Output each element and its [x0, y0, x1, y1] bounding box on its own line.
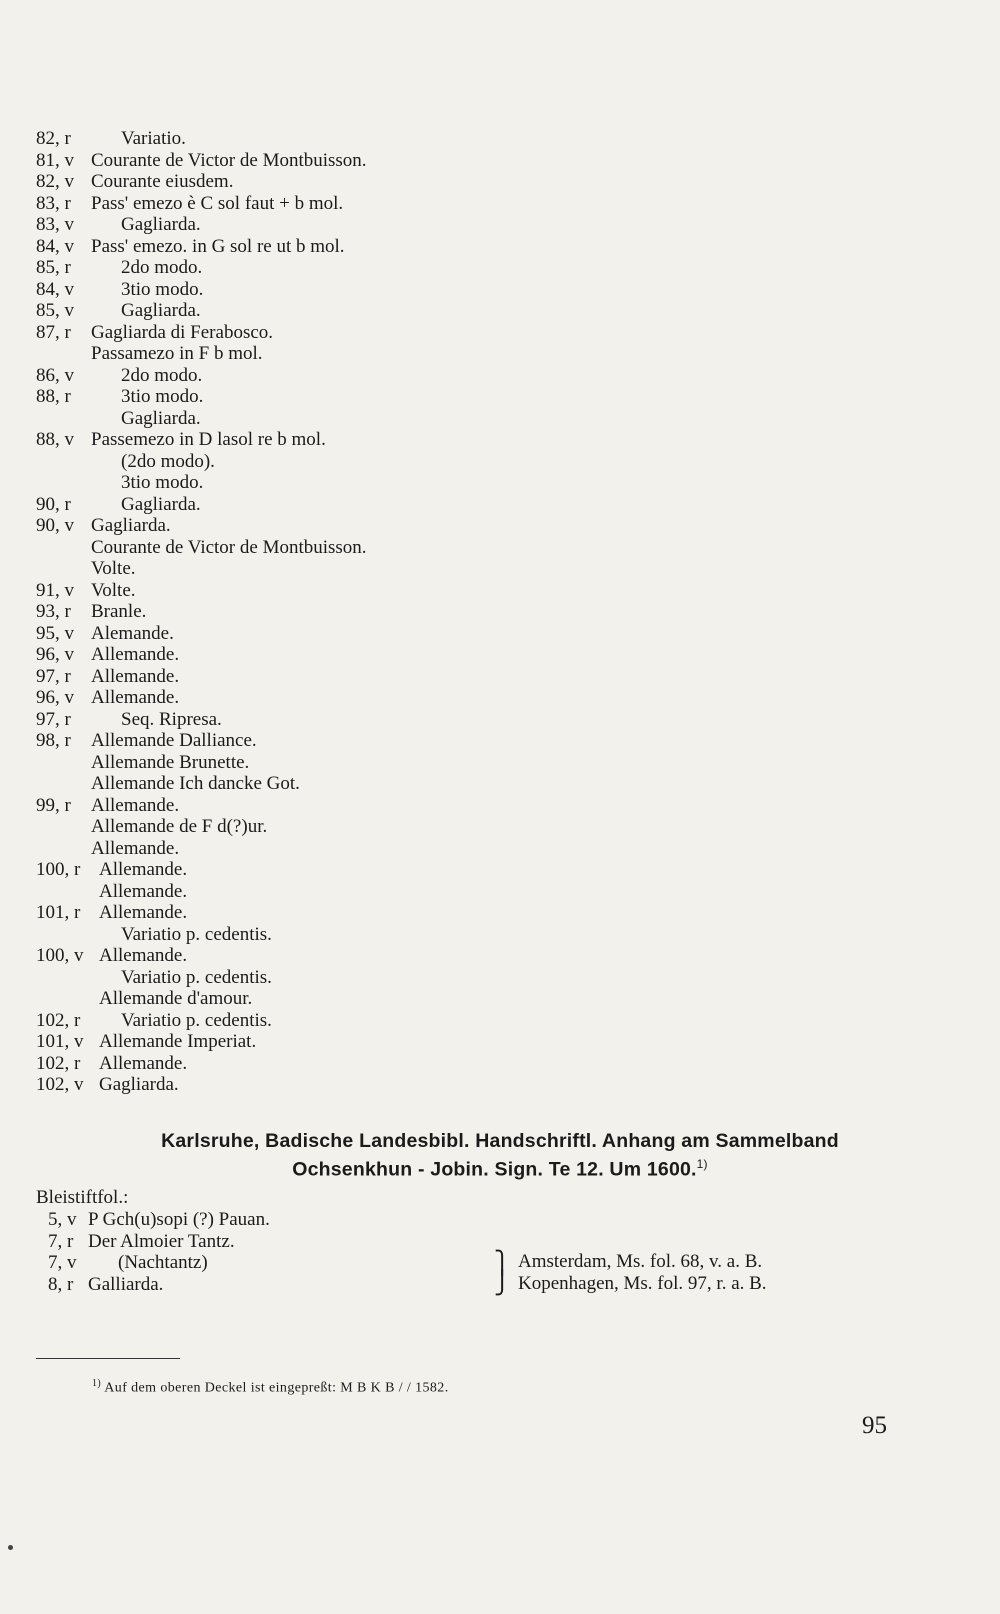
footnote-marker: 1): [92, 1378, 102, 1389]
piece-title: Gagliarda.: [121, 407, 201, 429]
list-item: [36, 988, 636, 1010]
folio-ref: 98, r: [36, 730, 71, 751]
folio-ref: 83, r: [36, 192, 71, 214]
list-item: [36, 859, 636, 881]
list-item: [36, 279, 636, 301]
folio-ref: 97, r: [36, 665, 71, 687]
folio-ref: 100, v: [36, 945, 84, 966]
folio-ref: 85, r: [36, 257, 71, 278]
list-item: [36, 128, 636, 150]
concordance-amsterdam: Amsterdam, Ms. fol. 68, v. a. B.: [518, 1251, 763, 1272]
section-folio-ref: 8, r: [48, 1273, 74, 1295]
section-heading-line-2-text: Ochsenkhun - Jobin. Sign. Te 12. Um 1600.: [292, 1158, 697, 1181]
piece-title: Variatio p. cedentis.: [121, 1009, 272, 1031]
list-item: [36, 687, 636, 709]
piece-title: Gagliarda.: [99, 1074, 179, 1095]
concordance-kopenhagen: Kopenhagen, Ms. fol. 97, r. a. B.: [518, 1273, 767, 1294]
folio-ref: 101, v: [36, 1031, 84, 1052]
list-item: [36, 171, 636, 193]
list-item: [36, 666, 636, 688]
section-piece-title: (Nachtantz): [118, 1252, 208, 1273]
margin-mark: [8, 1545, 13, 1550]
list-item: [36, 601, 636, 623]
piece-title: Allemande.: [99, 859, 188, 880]
piece-title: Allemande.: [91, 665, 180, 687]
folio-ref: 88, v: [36, 429, 74, 450]
list-item: [36, 537, 636, 559]
folio-ref: 101, r: [36, 902, 81, 923]
piece-title: 2do modo.: [121, 257, 203, 278]
section-piece-title: P Gch(u)sopi (?) Pauan.: [88, 1209, 270, 1230]
folio-ref: 102, r: [36, 1052, 81, 1074]
list-item: [36, 945, 636, 967]
footnote-divider: [36, 1358, 180, 1359]
piece-title: Branle.: [91, 601, 147, 622]
piece-title: Variatio p. cedentis.: [121, 923, 272, 945]
folio-ref: 85, v: [36, 300, 74, 321]
section-subheading: Bleistiftfol.:: [36, 1187, 129, 1208]
piece-title: Allemande d'amour.: [99, 988, 253, 1009]
piece-title: Allemande Dalliance.: [91, 730, 257, 751]
section-heading-line-1: Karlsruhe, Badische Landesbibl. Handschriftl. Anhang am Sammelband: [161, 1130, 839, 1152]
list-item: [36, 257, 636, 279]
folio-ref: 87, r: [36, 321, 71, 343]
list-item: [36, 236, 636, 258]
list-item: [36, 343, 636, 365]
piece-title: Allemande Imperiat.: [99, 1031, 257, 1052]
piece-title: Variatio p. cedentis.: [121, 966, 272, 988]
list-item: [36, 408, 636, 430]
folio-ref: 81, v: [36, 149, 74, 171]
folio-ref: 102, v: [36, 1074, 84, 1095]
piece-title: Allemande.: [99, 945, 188, 966]
list-item: [36, 730, 636, 752]
piece-title: Allemande.: [91, 687, 180, 708]
piece-title: Seq. Ripresa.: [121, 708, 222, 730]
section-piece-title: Der Almoier Tantz.: [88, 1230, 235, 1252]
brace-lower: ⎭: [494, 1270, 511, 1295]
folio-ref: 82, r: [36, 128, 71, 149]
list-item: [36, 623, 636, 645]
piece-title: Allemande.: [91, 794, 180, 816]
piece-title: Allemande.: [91, 644, 180, 665]
piece-title: Pass' emezo. in G sol re ut b mol.: [91, 235, 345, 257]
list-item: [36, 1010, 636, 1032]
folio-ref: 93, r: [36, 601, 71, 622]
piece-title: Volte.: [91, 579, 136, 601]
folio-ref: 96, v: [36, 644, 74, 665]
folio-ref: 84, v: [36, 278, 74, 300]
folio-ref: 88, r: [36, 386, 71, 407]
folio-ref: 99, r: [36, 794, 71, 816]
list-item: [36, 1031, 636, 1053]
piece-title: Pass' emezo è C sol faut + b mol.: [91, 192, 344, 214]
piece-title: Allemande Brunette.: [91, 751, 250, 773]
piece-title: Gagliarda di Ferabosco.: [91, 321, 274, 343]
list-item: [36, 451, 636, 473]
folio-ref: 82, v: [36, 171, 74, 192]
piece-title: Allemande.: [99, 880, 188, 902]
list-item: [36, 150, 636, 172]
piece-title: 3tio modo.: [121, 472, 204, 493]
list-item: [36, 429, 636, 451]
piece-title: Volte.: [91, 558, 136, 579]
folio-ref: 100, r: [36, 859, 81, 880]
list-item: [36, 580, 636, 602]
folio-ref: 84, v: [36, 235, 74, 257]
piece-title: Gagliarda.: [121, 300, 201, 321]
list-item: [36, 214, 636, 236]
list-item: [36, 881, 636, 903]
piece-title: Courante de Victor de Montbuisson.: [91, 149, 367, 171]
list-item: [36, 1053, 636, 1075]
piece-title: Passemezo in D lasol re b mol.: [91, 429, 326, 450]
folio-ref: 86, v: [36, 364, 74, 386]
footnote-text: Auf dem oberen Deckel ist eingepreßt: M B K B / / 1582.: [104, 1380, 449, 1396]
section-folio-ref: 7, r: [48, 1230, 74, 1252]
list-item: [36, 494, 636, 516]
list-item: [36, 386, 636, 408]
piece-title: 3tio modo.: [121, 386, 204, 407]
list-item: [36, 1074, 636, 1096]
section-piece-title: Galliarda.: [88, 1273, 164, 1295]
list-item: [36, 773, 636, 795]
folio-ref: 83, v: [36, 214, 74, 235]
entry-list: [36, 128, 636, 1096]
piece-title: Gagliarda.: [121, 214, 201, 235]
piece-title: Courante de Victor de Montbuisson.: [91, 536, 367, 558]
brace-upper: ⎫: [494, 1250, 511, 1275]
piece-title: Allemande.: [91, 837, 180, 859]
piece-title: Gagliarda.: [91, 515, 171, 536]
list-item: [36, 838, 636, 860]
folio-ref: 95, v: [36, 622, 74, 644]
list-item: [36, 300, 636, 322]
piece-title: Gagliarda.: [121, 493, 201, 515]
folio-ref: 91, v: [36, 579, 74, 601]
section-heading-line-2: [0, 1157, 1000, 1182]
list-item: [36, 558, 636, 580]
section-folio-ref: 7, v: [48, 1252, 77, 1273]
list-item: [36, 816, 636, 838]
list-item: [36, 924, 636, 946]
folio-ref: 102, r: [36, 1009, 81, 1031]
piece-title: 3tio modo.: [121, 278, 204, 300]
piece-title: Courante eiusdem.: [91, 171, 234, 192]
page-number: 95: [862, 1412, 887, 1439]
folio-ref: 97, r: [36, 708, 71, 730]
piece-title: Allemande.: [99, 902, 188, 923]
list-item: [36, 967, 636, 989]
piece-title: Allemande.: [99, 1052, 188, 1074]
list-item: [36, 515, 636, 537]
list-item: [36, 902, 636, 924]
piece-title: Allemande de F d(?)ur.: [91, 816, 268, 837]
list-item: [36, 795, 636, 817]
heading-footnote-marker: 1): [696, 1157, 708, 1171]
footnote: [92, 1378, 449, 1397]
piece-title: 2do modo.: [121, 364, 203, 386]
piece-title: (2do modo).: [121, 450, 215, 472]
list-item: [36, 322, 636, 344]
list-item: [36, 193, 636, 215]
list-item: [36, 644, 636, 666]
section-folio-ref: 5, v: [48, 1209, 77, 1230]
list-item: [36, 709, 636, 731]
list-item: [36, 365, 636, 387]
piece-title: Allemande Ich dancke Got.: [91, 773, 300, 794]
list-item: [36, 752, 636, 774]
folio-ref: 96, v: [36, 687, 74, 708]
folio-ref: 90, r: [36, 493, 71, 515]
folio-ref: 90, v: [36, 515, 74, 536]
piece-title: Variatio.: [121, 128, 186, 149]
list-item: [36, 472, 636, 494]
piece-title: Passamezo in F b mol.: [91, 343, 263, 364]
piece-title: Alemande.: [91, 622, 174, 644]
